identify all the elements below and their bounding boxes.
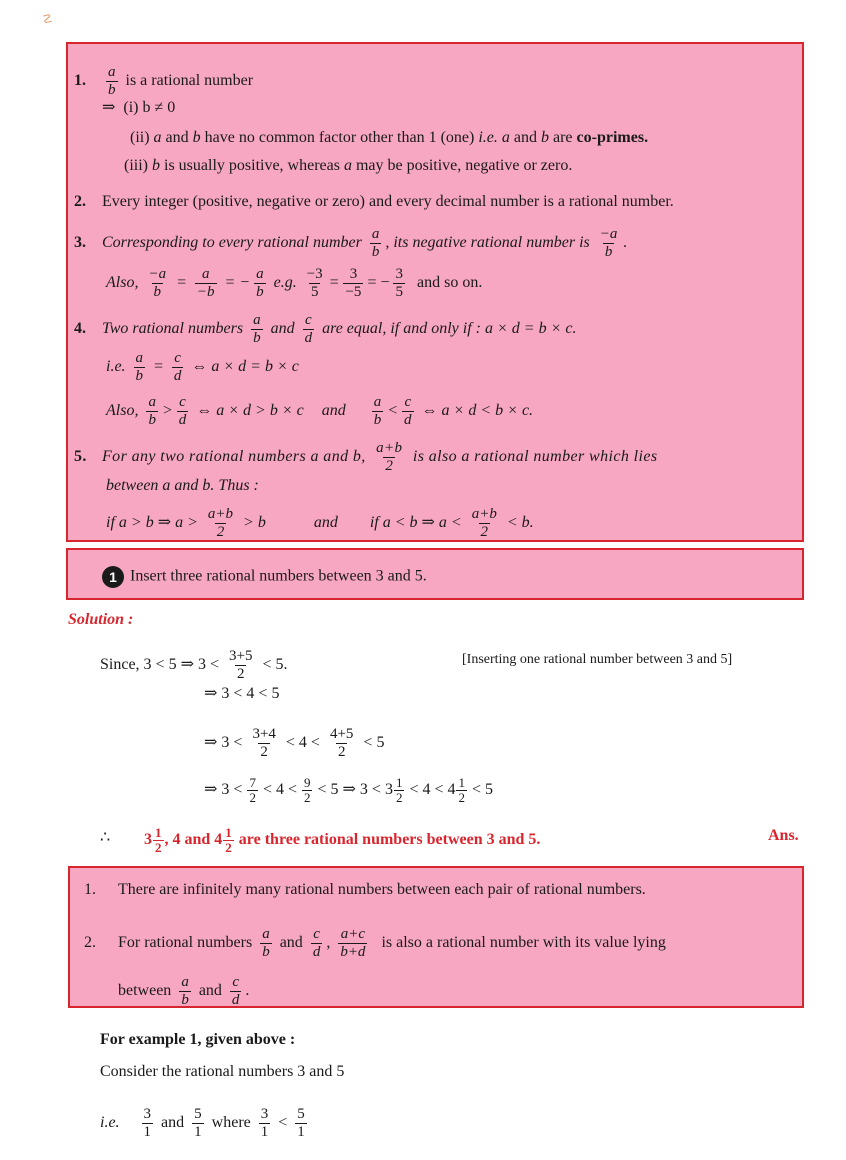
fraction: $\frac{c}{d}$	[178, 394, 187, 428]
fraction: $\frac{1}{2}$	[225, 825, 232, 855]
fraction: $\frac{1}{2}$	[395, 775, 403, 805]
fraction: $\frac{a+b}{2}$	[207, 506, 234, 540]
fraction: $\frac{a}{-b}$	[196, 266, 215, 300]
fraction: $\frac{-3}{5}$	[306, 266, 323, 300]
therefore-symbol: ∴	[100, 829, 111, 846]
fraction: $\frac{c}{d}$	[404, 394, 412, 428]
solution-line-2: ⇒ 3 < 4 < 5	[204, 685, 280, 702]
summary-item-4: 4. Two rational numbers $\frac{a}{b}$ and $\frac{c}{d}$ are equal, if and only if : a × d = b × c.	[74, 312, 577, 346]
fraction: $\frac{a+b}{2}$	[376, 440, 403, 474]
note-1: 1. There are infinitely many rational numbers between each pair of rational numbers.	[84, 881, 646, 898]
fraction: $\frac{a+b}{2}$	[471, 506, 497, 540]
summary-item-3: 3. Corresponding to every rational number $\frac{a}{b}$ , its negative rational number is $\frac{-a}{b}$ .	[74, 226, 628, 260]
note-2-between: between $\frac{a}{b}$ and $\frac{c}{d}$ .	[118, 974, 250, 1008]
fraction: $\frac{c}{d}$	[173, 350, 182, 384]
summary-item-2: 2. Every integer (positive, negative or zero) and every decimal number is a rational number.	[74, 193, 674, 210]
fraction: $\frac{1}{2}$	[458, 775, 465, 805]
fraction: $\frac{c}{d}$	[231, 974, 240, 1008]
ans-label: Ans.	[768, 827, 799, 844]
fraction: $\frac{a}{b}$	[371, 226, 380, 260]
fraction: $\frac{5}{1}$	[297, 1106, 305, 1140]
fraction: $\frac{1}{2}$	[155, 825, 162, 855]
solution-label: Solution :	[68, 611, 134, 628]
solution-line-1: Since, 3 < 5 ⇒ 3 < $\frac{3+5}{2}$ < 5.	[100, 648, 288, 682]
fraction: $\frac{a}{b}$	[181, 974, 189, 1008]
summary-item-1: 1. $\frac{a}{b}$ is a rational number	[74, 64, 254, 98]
fraction: $\frac{a}{b}$	[262, 926, 270, 960]
example-question: 1 Insert three rational numbers between 3 and 5.	[102, 566, 427, 588]
summary-item-1-iii: (iii) b is usually positive, whereas a may be positive, negative or zero.	[124, 157, 573, 174]
fraction: $\frac{c}{d}$	[312, 926, 321, 960]
summary-item-4-also: Also, $\frac{a}{b}$ > $\frac{c}{d}$ ⇔ a × d > b × c and $\frac{a}{b}$ < $\frac{c}{d}$ ⇔ a × d < b × c.	[106, 394, 534, 428]
summary-item-3-also: Also, $\frac{-a}{b}$ = $\frac{a}{-b}$ = − $\frac{a}{b}$ e.g. $\frac{-3}{5}$ = $\frac{3}{-5}$ = − $\frac{3}{5}$ and so on.	[106, 266, 483, 300]
fraction: $\frac{a}{b}$	[253, 312, 261, 346]
fraction: $\frac{3+4}{2}$	[252, 726, 276, 760]
fraction: $\frac{a}{b}$	[373, 394, 382, 428]
note-2: 2. For rational numbers $\frac{a}{b}$ and $\frac{c}{d}$ , $\frac{a+c}{b+d}$ is also a rational number with its value lying	[84, 926, 666, 960]
summary-item-4-ie: i.e. $\frac{a}{b}$ = $\frac{c}{d}$ ⇔ a × d = b × c	[106, 350, 299, 384]
fraction: $\frac{3}{1}$	[143, 1106, 152, 1140]
fraction: $\frac{c}{d}$	[304, 312, 313, 346]
summary-item-1-ii: (ii) a and b have no common factor other than 1 (one) i.e. a and b are co-primes.	[130, 129, 649, 146]
answer-line: 3 $\frac{1}{2}$ , 4 and 4 $\frac{1}{2}$ are three rational numbers between 3 and 5.	[144, 825, 541, 855]
solution-line-4: ⇒ 3 < $\frac{7}{2}$ < 4 < $\frac{9}{2}$ < 5 ⇒ 3 < 3 $\frac{1}{2}$ < 4 < 4 $\frac{1}{2}$ < 5	[204, 775, 494, 805]
summary-item-1-i: ⇒ (i) b ≠ 0	[102, 99, 176, 116]
fraction: $\frac{9}{2}$	[303, 775, 311, 805]
corner-mark: ☡	[42, 12, 53, 26]
fraction: $\frac{3}{5}$	[395, 266, 403, 300]
followup-fractions: i.e. $\frac{3}{1}$ and $\frac{5}{1}$ where $\frac{3}{1}$ < $\frac{5}{1}$	[100, 1106, 305, 1140]
solution-note: [Inserting one rational number between 3 and 5]	[462, 652, 733, 667]
followup-text: Consider the rational numbers 3 and 5	[100, 1063, 345, 1080]
fraction: $\frac{a}{b}$	[108, 64, 116, 98]
summary-item-5-cases: if a > b ⇒ a > $\frac{a+b}{2}$ > b and if a < b ⇒ a < $\frac{a+b}{2}$ < b.	[106, 506, 534, 540]
fraction: $\frac{7}{2}$	[249, 775, 256, 805]
fraction: $\frac{a}{b}$	[135, 350, 144, 384]
fraction: $\frac{a}{b}$	[256, 266, 264, 300]
fraction: $\frac{-a}{b}$	[148, 266, 167, 300]
fraction: $\frac{a}{b}$	[148, 394, 156, 428]
fraction: $\frac{3+5}{2}$	[229, 648, 253, 682]
fraction: $\frac{5}{1}$	[194, 1106, 202, 1140]
fraction: $\frac{4+5}{2}$	[329, 726, 354, 760]
fraction: $\frac{3}{1}$	[260, 1106, 269, 1140]
example-number-badge: 1	[102, 566, 124, 588]
followup-heading: For example 1, given above :	[100, 1031, 296, 1048]
summary-item-5-between: between a and b. Thus :	[106, 477, 259, 494]
solution-line-3: ⇒ 3 < $\frac{3+4}{2}$ < 4 < $\frac{4+5}{2}$ < 5	[204, 726, 385, 760]
summary-item-5: 5. For any two rational numbers a and b, $\frac{a+b}{2}$ is also a rational number which lies	[74, 440, 658, 474]
fraction: $\frac{-a}{b}$	[599, 226, 618, 260]
fraction: $\frac{3}{-5}$	[345, 266, 362, 300]
fraction: $\frac{a+c}{b+d}$	[340, 926, 366, 960]
